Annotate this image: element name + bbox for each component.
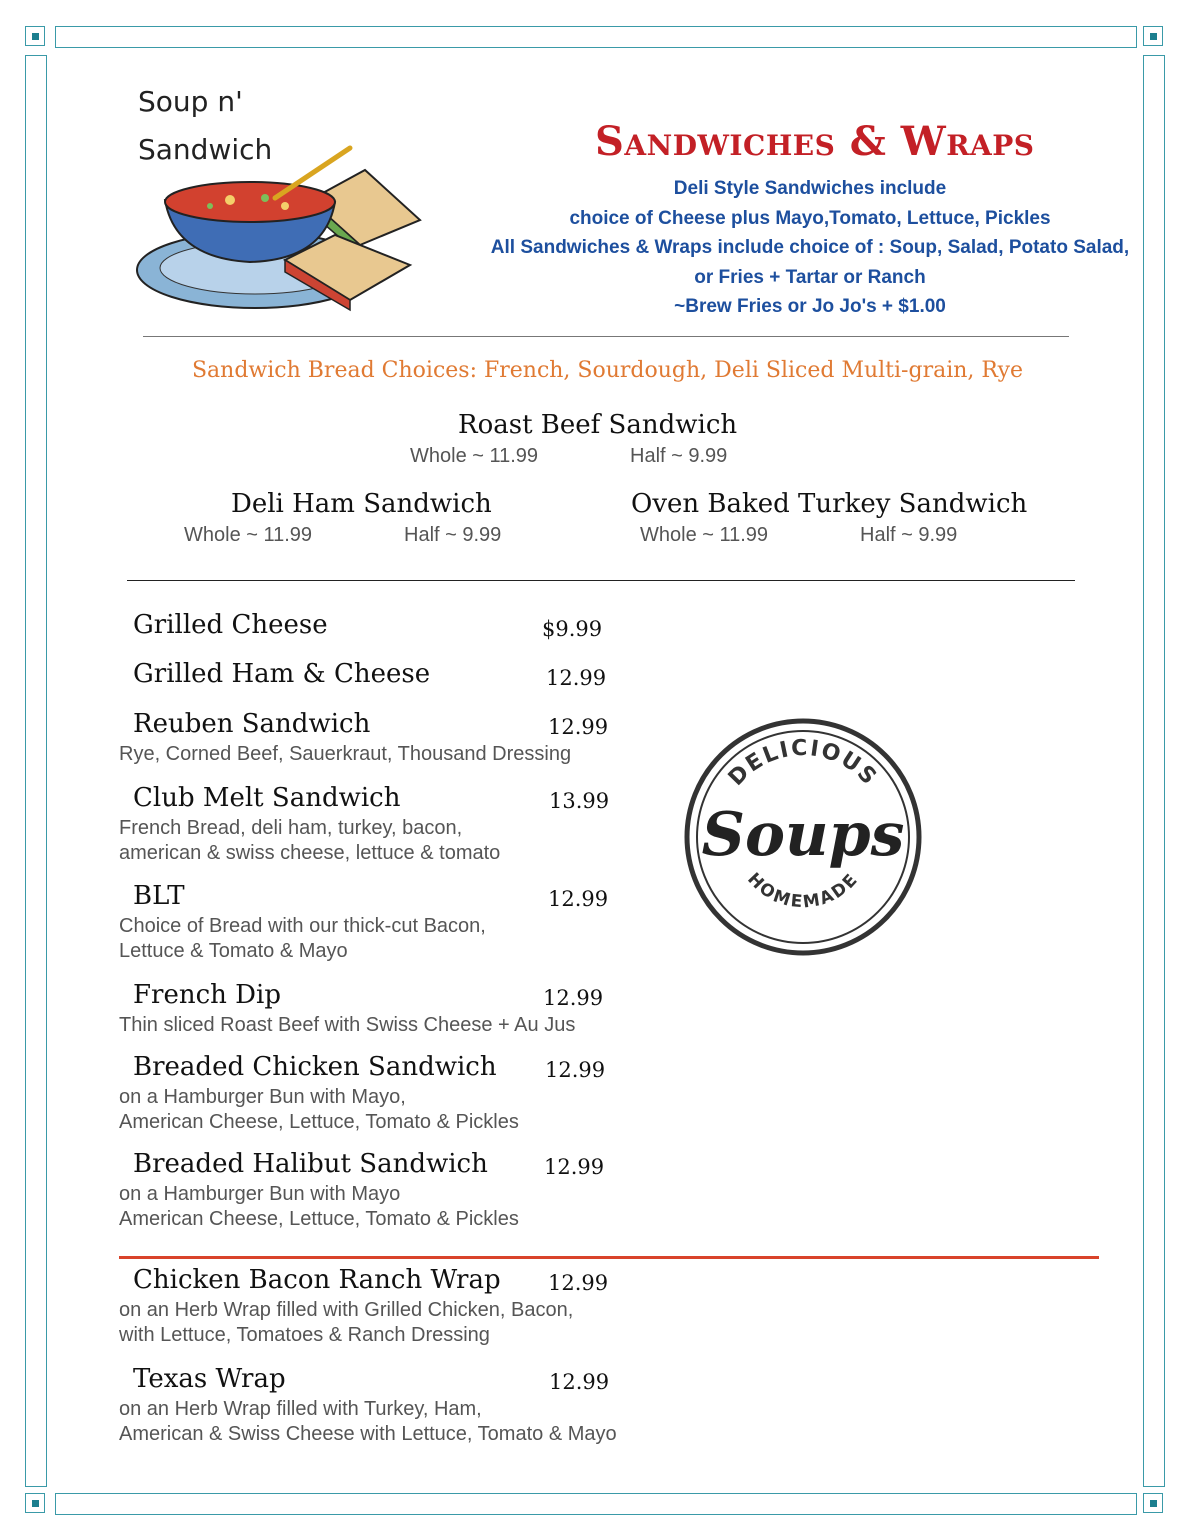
delicious-soups-stamp: [683, 717, 923, 957]
item-description: on a Hamburger Bun with Mayo: [119, 1183, 401, 1205]
stamp-main-text: Soups: [701, 800, 905, 870]
item-price: 12.99: [549, 1370, 610, 1394]
deli-half-price: Half ~ 9.99: [630, 445, 728, 467]
logo-line: Sandwich: [138, 133, 273, 166]
item-name: Breaded Halibut Sandwich: [133, 1149, 488, 1179]
item-name: Texas Wrap: [133, 1364, 286, 1394]
item-description: Thin sliced Roast Beef with Swiss Cheese + Au Jus: [119, 1014, 576, 1036]
logo-line: Soup n': [138, 85, 243, 118]
item-price: 12.99: [546, 666, 607, 690]
page-title: Sandwiches & Wraps: [595, 118, 1035, 165]
corner-ornament: [25, 26, 45, 46]
item-price: 12.99: [548, 1271, 609, 1295]
item-price: 12.99: [545, 1058, 606, 1082]
deli-item-name: Deli Ham Sandwich: [231, 489, 492, 519]
item-name: Grilled Cheese: [133, 610, 328, 640]
svg-text:HOMEMADE: [743, 869, 863, 912]
intro-line: Deli Style Sandwiches include: [673, 178, 947, 199]
item-price: 12.99: [544, 1155, 605, 1179]
deli-half-price: Half ~ 9.99: [860, 524, 958, 546]
item-name: Breaded Chicken Sandwich: [133, 1052, 497, 1082]
item-price: $9.99: [542, 617, 603, 641]
top-border: [55, 26, 1137, 48]
soup-sandwich-illustration: [135, 140, 425, 320]
item-description: American Cheese, Lettuce, Tomato & Pickles: [119, 1208, 519, 1230]
item-price: 12.99: [548, 887, 609, 911]
intro-line: ~Brew Fries or Jo Jo's + $1.00: [674, 296, 946, 317]
intro-text: [470, 174, 1150, 322]
intro-line: All Sandwiches & Wraps include choice of : Soup, Salad, Potato Salad,: [490, 237, 1130, 258]
item-name: Reuben Sandwich: [133, 709, 371, 739]
item-description: Rye, Corned Beef, Sauerkraut, Thousand Dressing: [119, 743, 572, 765]
stamp-bottom-text: HOMEMADE: [743, 869, 863, 913]
divider: [127, 580, 1075, 581]
item-price: 12.99: [548, 715, 609, 739]
item-description: French Bread, deli ham, turkey, bacon,: [119, 817, 463, 839]
item-price: 12.99: [543, 986, 604, 1010]
item-name: Chicken Bacon Ranch Wrap: [133, 1265, 501, 1295]
intro-line: choice of Cheese plus Mayo,Tomato, Lettuce, Pickles: [569, 207, 1051, 229]
item-description: American Cheese, Lettuce, Tomato & Pickles: [119, 1111, 519, 1133]
item-name: Grilled Ham & Cheese: [133, 659, 431, 689]
svg-text:DELICIOUS: [724, 736, 882, 791]
item-description: on an Herb Wrap filled with Turkey, Ham,: [119, 1398, 482, 1420]
item-description: american & swiss cheese, lettuce & tomato: [119, 842, 501, 864]
item-name: BLT: [133, 881, 185, 911]
corner-ornament: [1143, 1493, 1163, 1513]
deli-item-name: Oven Baked Turkey Sandwich: [631, 489, 1028, 519]
item-description: on a Hamburger Bun with Mayo,: [119, 1086, 406, 1108]
deli-whole-price: Whole ~ 11.99: [410, 445, 539, 467]
item-description: Choice of Bread with our thick-cut Bacon,: [119, 915, 486, 937]
item-price: 13.99: [549, 789, 610, 813]
bottom-border: [55, 1493, 1137, 1515]
item-description: with Lettuce, Tomatoes & Ranch Dressing: [119, 1324, 490, 1346]
intro-line: or Fries + Tartar or Ranch: [694, 266, 926, 288]
corner-ornament: [25, 1493, 45, 1513]
wraps-divider: [119, 1256, 1099, 1259]
item-description: American & Swiss Cheese with Lettuce, Tomato & Mayo: [119, 1423, 617, 1445]
item-description: on an Herb Wrap filled with Grilled Chicken, Bacon,: [119, 1299, 574, 1321]
deli-whole-price: Whole ~ 11.99: [640, 524, 769, 546]
bread-choices: Sandwich Bread Choices: French, Sourdough, Deli Sliced Multi-grain, Rye: [191, 358, 1024, 383]
divider: [143, 336, 1069, 337]
stamp-top-text: DELICIOUS: [723, 735, 883, 792]
deli-half-price: Half ~ 9.99: [404, 524, 502, 546]
item-name: Club Melt Sandwich: [133, 783, 401, 813]
left-border: [25, 55, 47, 1487]
item-description: Lettuce & Tomato & Mayo: [119, 940, 348, 962]
item-name: French Dip: [133, 980, 281, 1010]
corner-ornament: [1143, 26, 1163, 46]
deli-whole-price: Whole ~ 11.99: [184, 524, 313, 546]
deli-item-name: Roast Beef Sandwich: [458, 410, 738, 440]
